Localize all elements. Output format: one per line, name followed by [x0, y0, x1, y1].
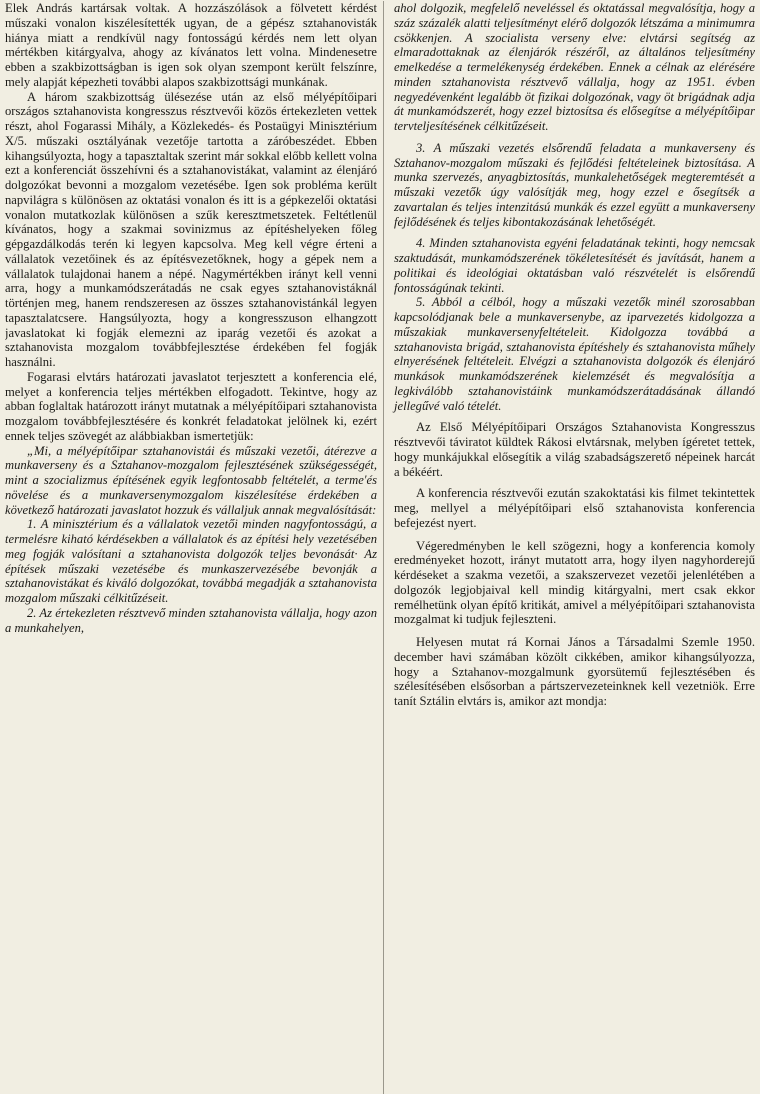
- telegram-paragraph: Az Első Mélyépítőipari Országos Sztahanovista Kongresszus résztvevői táviratot küldtek Rákosi elvtársnak, melyben ígéretet tettek, hogy munkájukkal elősegítik a világ szabadságszerető népeinek harcát a békéért.: [394, 420, 755, 479]
- kornai-paragraph: Helyesen mutat rá Kornai János a Társadalmi Szemle 1950. december havi számában közölt cikkében, amikor kihangsúlyozza, hogy a Sztahanov-mozgalmunk gyorsütemű fejlesztésében és szélesítésében elsősorban a pártszervezeteinknek kell vezetniök. Erre tanít Sztálin elvtárs is, amikor azt mondja:: [394, 635, 755, 708]
- resolution-point-1: 1. A minisztérium és a vállalatok vezetői minden nagyfontosságú, a termelésre kiható kérdésekben a vállalatok és az építési hely vezetésében meg fogják valósítani a sztahanovista dolgozók teljes bevonását· Az építések műszaki vezetésébe és munkaszervezésébe bevonják a sztahanovistákat és kiváló dolgozókat, továbbá megadják a sztahanovista mozgalom műszaki célkitűzéseit.: [5, 517, 377, 605]
- conclusion-paragraph: Végeredményben le kell szögezni, hogy a konferencia komoly eredményeket hozott, irányt mutatott arra, hogy ilyen nagyhorderejű kérdéseket a szakma vezetői, a szakszervezet vezetői jelenlétében a dolgozók legjobjaival kell mindig kitárgyalni, mert csak ekkor remélhetünk olyan építő kritikát, amivel a mélyépítőipari sztahanovista mozgalmat ki tudjuk fejleszteni.: [394, 538, 755, 627]
- paragraph-1: Elek András kartársak voltak. A hozzászólások a fölvetett kérdést műszaki vonalon kiszélesítették ugyan, de a gépész sztahanovisták hiánya miatt a rendkívül nagy fontosságú kérdés nem lett olyan mértékben kitárgyalva, ahogy az kívánatos lett volna. Mindenesetre ebben a szakbizottságban is igen sok olyan szempont került felszínre, mely alapját képezheti további alapos szakbizottsági munkának.: [5, 1, 377, 89]
- resolution-point-5: 5. Abból a célból, hogy a műszaki vezetők minél szorosabban kapcsolódjanak bele a munkaversenybe, az iparvezetés kidolgozza a műszakiak munkaversenyfeltételeit. Kidolgozza továbbá a sztahanovista brigád, sztahanovista építéshely és sztahanovista műhely elnyerésének feltételeit. Elvégzi a sztahanovista dolgozók és élenjáró munkások munkamódszerének kielemzését és megvalósítja a legkiválóbb sztahanovistáink munkamódszerátadásának állandó jellegűvé való tételét.: [394, 295, 755, 413]
- resolution-preamble: „Mi, a mélyépítőipar sztahanovistái és műszaki vezetői, átérezve a munkaverseny és a Sztahanov-mozgalom fejlesztésének szükségességét, mint a szocializmus építésének egyik legfontosabb feltételét, a terme'és növelése és a munkaversenymozgalom kiszélesítése érdekében a következő határozati javaslatot hozzuk és vállaljuk annak megvalósítását:: [5, 443, 377, 517]
- paragraph-2: A három szakbizottság ülésezése után az első mélyépítőipari országos sztahanovista kongresszus résztvevői közös értekezleten vettek részt, ahol Fogarassi Mihály, a Közlekedés- és Postaügyi Minisztérium X/5. műszaki osztályának vezetője tartotta a záróbeszédet. Ebben kihangsúlyozta, hogy a tapasztaltak szerint már sokkal előbb kellett volna ezt a konferenciát összehívni és a sztahanovistákat, valamint az élenjáró dolgozókat bevonni a mozgalom vezetésébe. Igen sok probléma került napvilágra s különösen az oktatási vonalon és itt is a gépkezelői oktatási vonalon mutatkozlak különösen a szűk keresztmetszetek. Feltétlenül kívánatos, hogy a szakmai sovinizmus az építéshelyeken főleg gépgazdálkodás terén ki legyen kapcsolva. Meg kell végre érteni a vállalatok vezetőinek és az építésvezetőknek, hogy a gépek nem a vállalatok tulajdonai hanem a népé. Nagymértékben irányt kell venni arra, hogy a munkamódszerátadás ne csak egyes sztahanovistáknál történjen meg, hanem rendszeresen az összes sztahanovistánkál legyen tapasztalatcsere. Hangsúlyozta, hogy a kongresszuson elhangzott javaslatokat ki fogják elemezni az iparág vezetői és azokat a sztahanovista mozgalom továbbfejlesztése érdekében fel fogják használni.: [5, 89, 377, 369]
- left-column: [5, 1, 383, 1094]
- paragraph-3: Fogarasi elvtárs határozati javaslatot terjesztett a konferencia elé, melyet a konferencia teljes mértékben elfogadott. Tekintve, hogy az abban foglaltak határozott irányt mutatnak a mélyépítőipari sztahanovista mozgalom továbbfejlesztésére és konkrét feladatokat jelölnek ki, ezért ennek teljes szövegét az alábbiakban ismertetjük:: [5, 369, 377, 443]
- resolution-point-4: 4. Minden sztahanovista egyéni feladatának tekinti, hogy nemcsak szaktudását, munkamódszerének tökéletesítését és javítását, hanem a politikai és ideológiai oktatásban való részvételét is elsőrendű fontosságúnak tekinti.: [394, 236, 755, 295]
- right-column: [383, 1, 755, 1094]
- film-paragraph: A konferencia résztvevői ezután szakoktatási kis filmet tekintettek meg, mellyel a mélyépítőipari első sztahanovista konferencia befejezést nyert.: [394, 486, 755, 530]
- resolution-point-2-start: 2. Az értekezleten résztvevő minden sztahanovista vállalja, hogy azon a munkahelyen,: [5, 605, 377, 635]
- resolution-point-3: 3. A műszaki vezetés elsőrendű feladata a munkaverseny és Sztahanov-mozgalom műszaki és fejlődési feltételeinek biztosítása. A munka szervezés, anyagbiztosítás, munkalehetőségek megteremtését a műszaki vezetők úgy valósítják meg, hogy ezzel e ősegítsék a zavartalan és teljes intenzitású munkák és ezzel együtt a munkaverseny fejlődésének és teljes kibontakozásának lehetőségét.: [394, 140, 755, 229]
- resolution-point-2-continued: ahol dolgozik, megfelelő neveléssel és oktatással megvalósítja, hogy a száz százalék alatti teljesítményt elérő dolgozók létszáma a minimumra csökkenjen. A szocialista verseny elve: elvtársi segítség az elmaradottaknak az élenjárók részéről, az általános teljesítmény emelkedése a termelékenység érdekében. Ennek a célnak az elérésére minden sztahanovista résztvevő vállalja, hogy az 1951. évben negyedévenként legalább öt fizikai dolgozónak, vagy öt brigádnak adja át munkamódszerét, hogy ezzel biztosítsa és elősegítse a mélyépítőipar tervteljesítésének célkitűzéseit.: [394, 1, 755, 133]
